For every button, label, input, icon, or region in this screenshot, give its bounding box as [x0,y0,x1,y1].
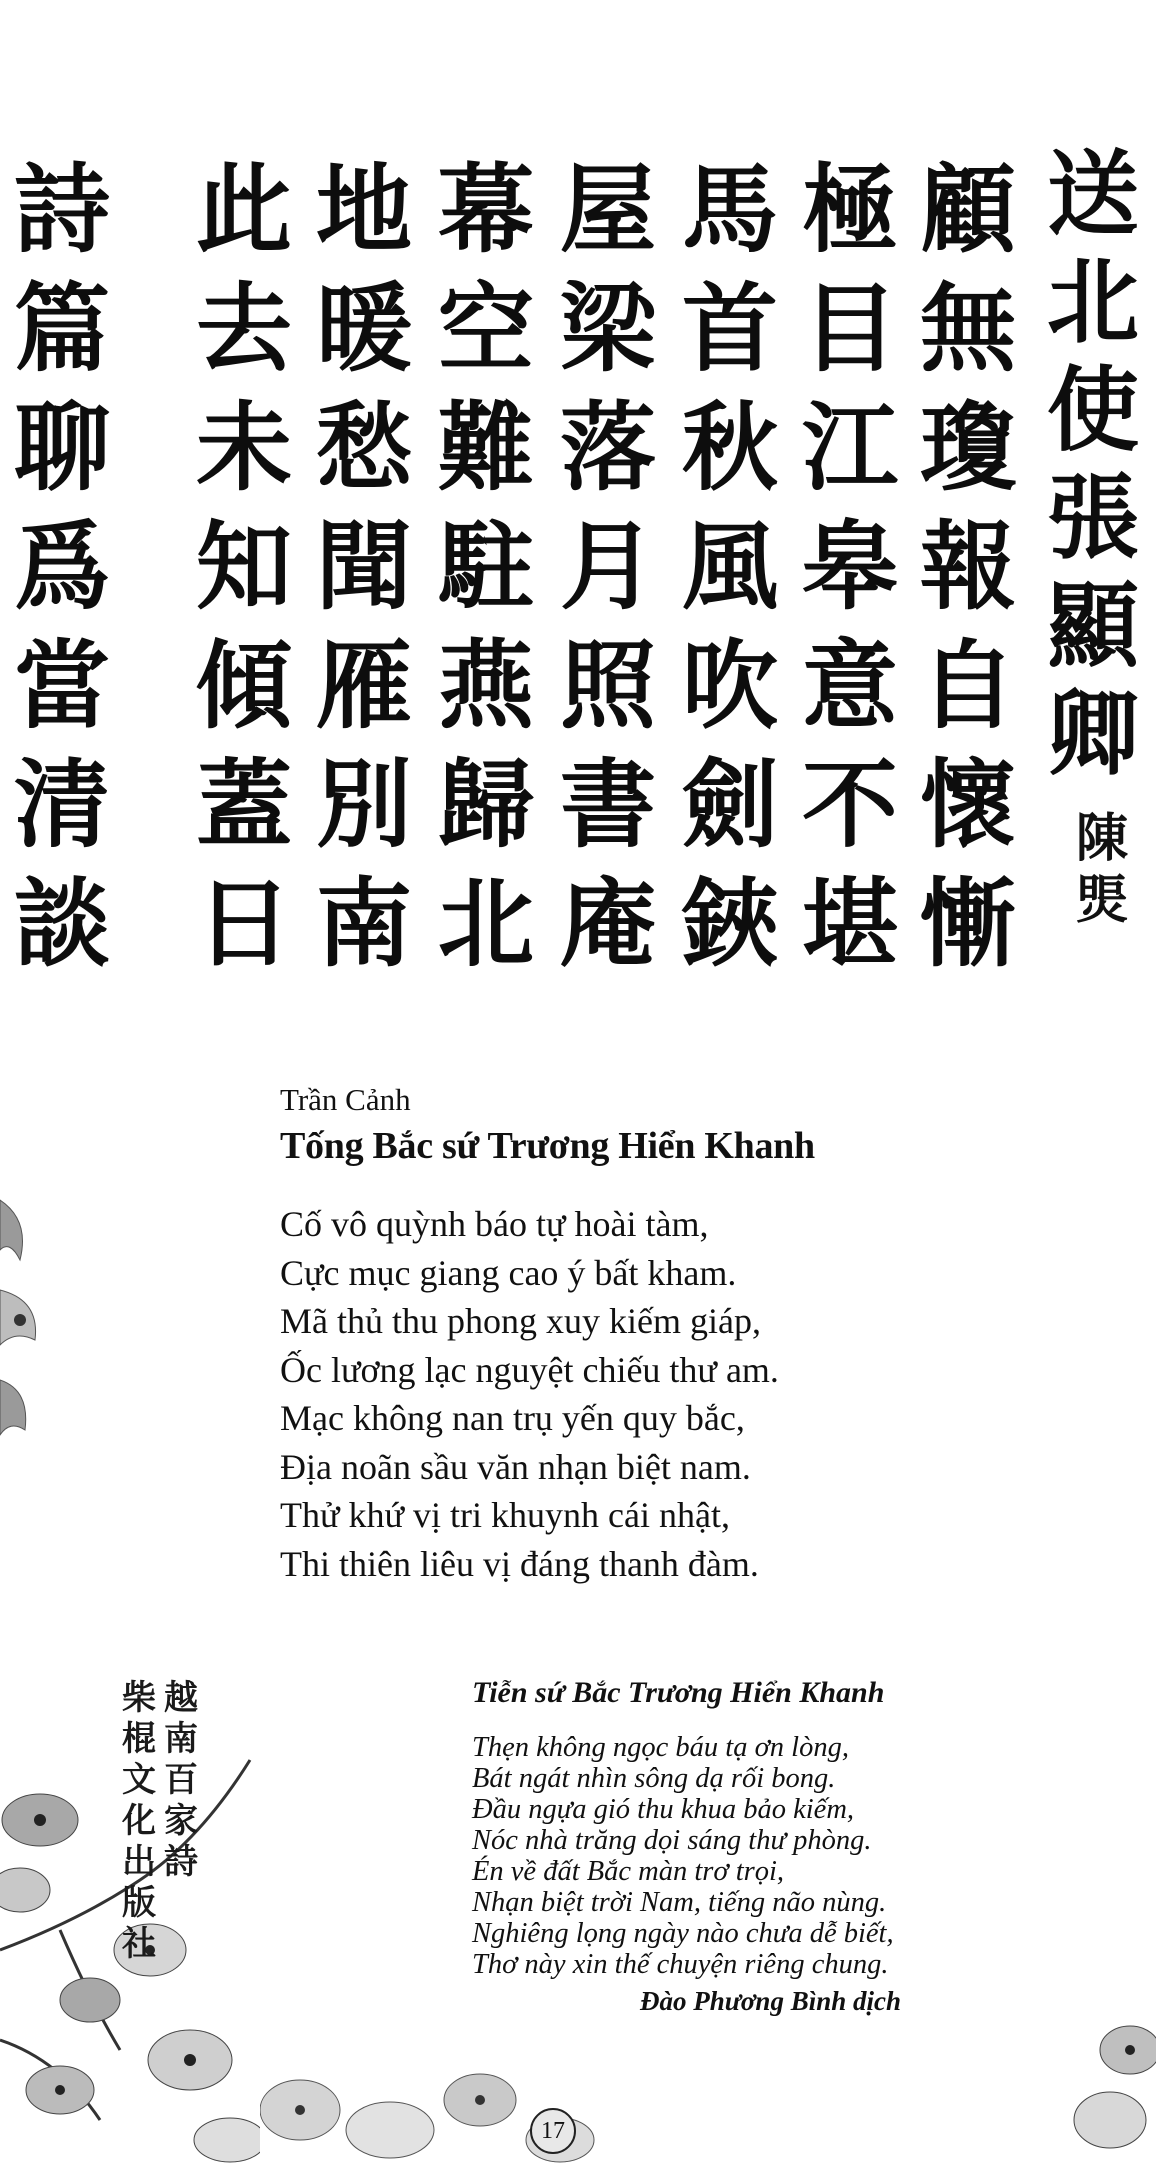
series-char: 詩 [164,1842,198,1882]
poem-line: Mã thủ thu phong xuy kiếm giáp, [280,1301,761,1341]
series-char: 越 [164,1678,198,1718]
poem-line: Địa noãn sầu văn nhạn biệt nam. [280,1446,751,1487]
series-name [160,1678,202,1883]
poem-line: Thử khứ vị tri khuynh cái nhật, [280,1495,730,1535]
translation-line: Nghiêng lọng ngày nào chưa dễ biết, [472,1918,894,1949]
flower-decoration-left-icon [0,1180,60,1480]
poem-line: Ốc lương lạc nguyệt chiếu thư am. [280,1349,779,1390]
publisher-name [118,1678,160,1965]
han-char: 此 [196,153,292,266]
han-char: 爲 [14,510,110,623]
han-char: 愁 [316,391,412,504]
page-number: 17 [530,2108,576,2154]
han-char: 難 [438,391,534,504]
han-char: 意 [802,629,898,742]
chinese-poem [0,150,1156,980]
translation-line: Thẹn không ngọc báu tạ ơn lòng, [472,1732,849,1763]
han-char: 屋 [560,153,656,266]
han-char: 知 [196,510,292,623]
han-char: 首 [682,272,778,385]
han-title-char: 顯 [1046,572,1139,680]
han-char: 報 [920,510,1016,623]
han-char: 馬 [682,153,778,266]
poem-column-7 [186,150,302,983]
han-char: 目 [802,272,898,385]
han-char: 吹 [682,629,778,742]
han-char: 暖 [316,272,412,385]
poem-title-han [1030,140,1156,788]
han-char: 落 [560,391,656,504]
series-char: 家 [164,1801,198,1841]
han-char: 當 [14,629,110,742]
poem-author-han [1072,808,1132,932]
translation-title: Tiễn sứ Bắc Trương Hiển Khanh [472,1676,885,1709]
han-char: 劍 [682,748,778,861]
han-title-char: 張 [1046,464,1139,572]
han-char: 去 [196,272,292,385]
han-char: 風 [682,510,778,623]
publisher-char: 棍 [122,1719,156,1759]
han-char: 顧 [920,153,1016,266]
han-char: 未 [196,391,292,504]
translation-line: Én về đất Bắc màn trơ trọi, [472,1856,785,1887]
publisher-char: 化 [122,1801,156,1841]
han-author-char: 陳 [1075,808,1128,869]
poem-title: Tống Bắc sứ Trương Hiển Khanh [280,1125,815,1167]
flower-right-decoration-icon [1070,2000,1156,2163]
poem-column-2 [792,150,908,983]
han-char: 清 [14,748,110,861]
han-char: 聊 [14,391,110,504]
author-name: Trần Cảnh [280,1082,411,1117]
translation-line: Nhạn biệt trời Nam, tiếng não nùng. [472,1887,887,1918]
translation-line: Nóc nhà trăng dọi sáng thư phòng. [472,1825,872,1856]
han-title-char: 使 [1046,356,1139,464]
han-char: 南 [316,867,412,980]
han-char: 北 [438,867,534,980]
han-char: 堪 [802,867,898,980]
han-char: 江 [802,391,898,504]
han-char: 聞 [316,510,412,623]
translator-credit: Đào Phương Bình dịch [640,1986,901,2016]
poem-column-4 [550,150,666,983]
publisher-char: 出 [122,1842,156,1882]
han-title-char: 北 [1046,248,1139,356]
han-title-char: 卿 [1046,680,1139,788]
han-char: 篇 [14,272,110,385]
publisher-char: 柴 [122,1678,156,1718]
translation-line: Đầu ngựa gió thu khua bảo kiếm, [472,1794,855,1825]
translation-line: Bát ngát nhìn sông dạ rối bong. [472,1763,836,1794]
han-char: 地 [316,153,412,266]
han-char: 極 [802,153,898,266]
han-char: 雁 [316,629,412,742]
han-char: 蓋 [196,748,292,861]
han-char: 皋 [802,510,898,623]
han-char: 不 [802,748,898,861]
publisher-char: 版 [122,1883,156,1923]
translation-poem [472,1732,1032,1980]
han-char: 歸 [438,748,534,861]
translation-line: Thơ này xin thế chuyện riêng chung. [472,1949,889,1980]
han-char: 談 [14,867,110,980]
poem-column-8 [4,150,120,983]
han-char: 別 [316,748,412,861]
han-char: 庵 [560,867,656,980]
han-char: 傾 [196,629,292,742]
poem-column-5 [428,150,544,983]
han-char: 瓊 [920,391,1016,504]
han-char: 日 [196,867,292,980]
publisher-char: 社 [122,1924,156,1964]
han-char: 梁 [560,272,656,385]
poem-column-3 [672,150,788,983]
han-char: 空 [438,272,534,385]
han-char: 月 [560,510,656,623]
han-char: 幕 [438,153,534,266]
poem-line: Mạc không nan trụ yến quy bắc, [280,1398,745,1438]
han-char: 秋 [682,391,778,504]
series-char: 百 [164,1760,198,1800]
poem-column-6 [306,150,422,983]
han-char: 燕 [438,629,534,742]
han-char: 自 [920,629,1016,742]
han-char: 書 [560,748,656,861]
han-char: 慚 [920,867,1016,980]
han-title-char: 送 [1046,140,1139,248]
han-char: 駐 [438,510,534,623]
han-char: 照 [560,629,656,742]
han-char: 詩 [14,153,110,266]
han-char: 無 [920,272,1016,385]
transliteration-poem [280,1200,1040,1588]
poem-line: Cố vô quỳnh báo tự hoài tàm, [280,1204,709,1244]
poem-line: Thi thiên liêu vị đáng thanh đàm. [280,1543,759,1584]
poem-line: Cực mục giang cao ý bất kham. [280,1252,737,1293]
han-char: 鋏 [682,867,778,980]
han-char: 懷 [920,748,1016,861]
series-char: 南 [164,1719,198,1759]
han-author-char: 煚 [1075,870,1128,931]
poem-column-1 [910,150,1026,983]
publisher-char: 文 [122,1760,156,1800]
